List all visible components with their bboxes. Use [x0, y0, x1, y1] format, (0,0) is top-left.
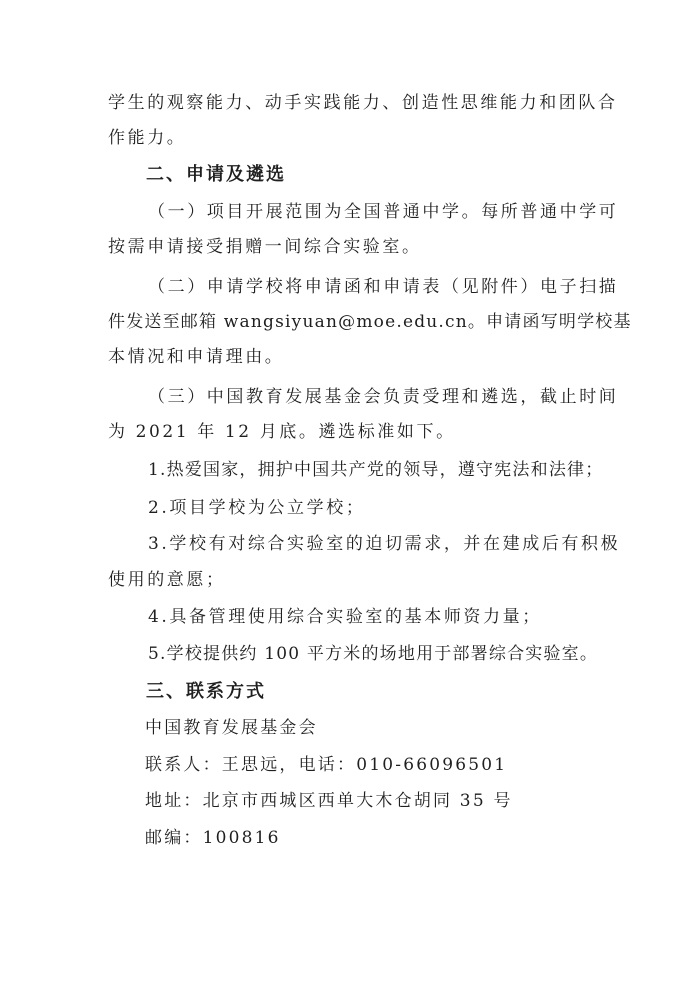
paragraph-line: （一）项目开展范围为全国普通中学。每所普通中学可 [148, 202, 619, 222]
paragraph-line: 本情况和申请理由。 [108, 347, 285, 367]
paragraph-line: 作能力。 [108, 128, 187, 148]
contact-person-phone: 联系人：王思远，电话：010-66096501 [145, 755, 508, 775]
criteria-item-1: 1.热爱国家，拥护中国共产党的领导，遵守宪法和法律； [148, 460, 604, 480]
contact-address: 地址：北京市西城区西单大木仓胡同 35 号 [145, 791, 513, 811]
criteria-item-3-continued: 使用的意愿； [108, 570, 226, 590]
paragraph-line: 按需申请接受捐赠一间综合实验室。 [108, 237, 422, 257]
criteria-item-4: 4.具备管理使用综合实验室的基本师资力量； [148, 607, 542, 627]
paragraph-line: （二）申请学校将申请函和申请表（见附件）电子扫描 [148, 277, 619, 297]
paragraph-line: 学生的观察能力、动手实践能力、创造性思维能力和团队合 [108, 93, 618, 113]
contact-postcode: 邮编：100816 [145, 828, 281, 848]
paragraph-line: 为 2021 年 12 月底。遴选标准如下。 [108, 422, 456, 442]
criteria-item-3: 3.学校有对综合实验室的迫切需求，并在建成后有积极 [148, 534, 621, 554]
criteria-item-2: 2.项目学校为公立学校； [148, 498, 366, 518]
criteria-item-5: 5.学校提供约 100 平方米的场地用于部署综合实验室。 [148, 644, 599, 664]
paragraph-line-email: 件发送至邮箱 wangsiyuan@moe.edu.cn。申请函写明学校基 [108, 312, 632, 332]
section-heading-application: 二、申请及遴选 [146, 164, 286, 185]
section-heading-contact: 三、联系方式 [146, 681, 266, 702]
contact-organization: 中国教育发展基金会 [145, 718, 318, 738]
paragraph-line: （三）中国教育发展基金会负责受理和遴选，截止时间 [148, 387, 619, 407]
